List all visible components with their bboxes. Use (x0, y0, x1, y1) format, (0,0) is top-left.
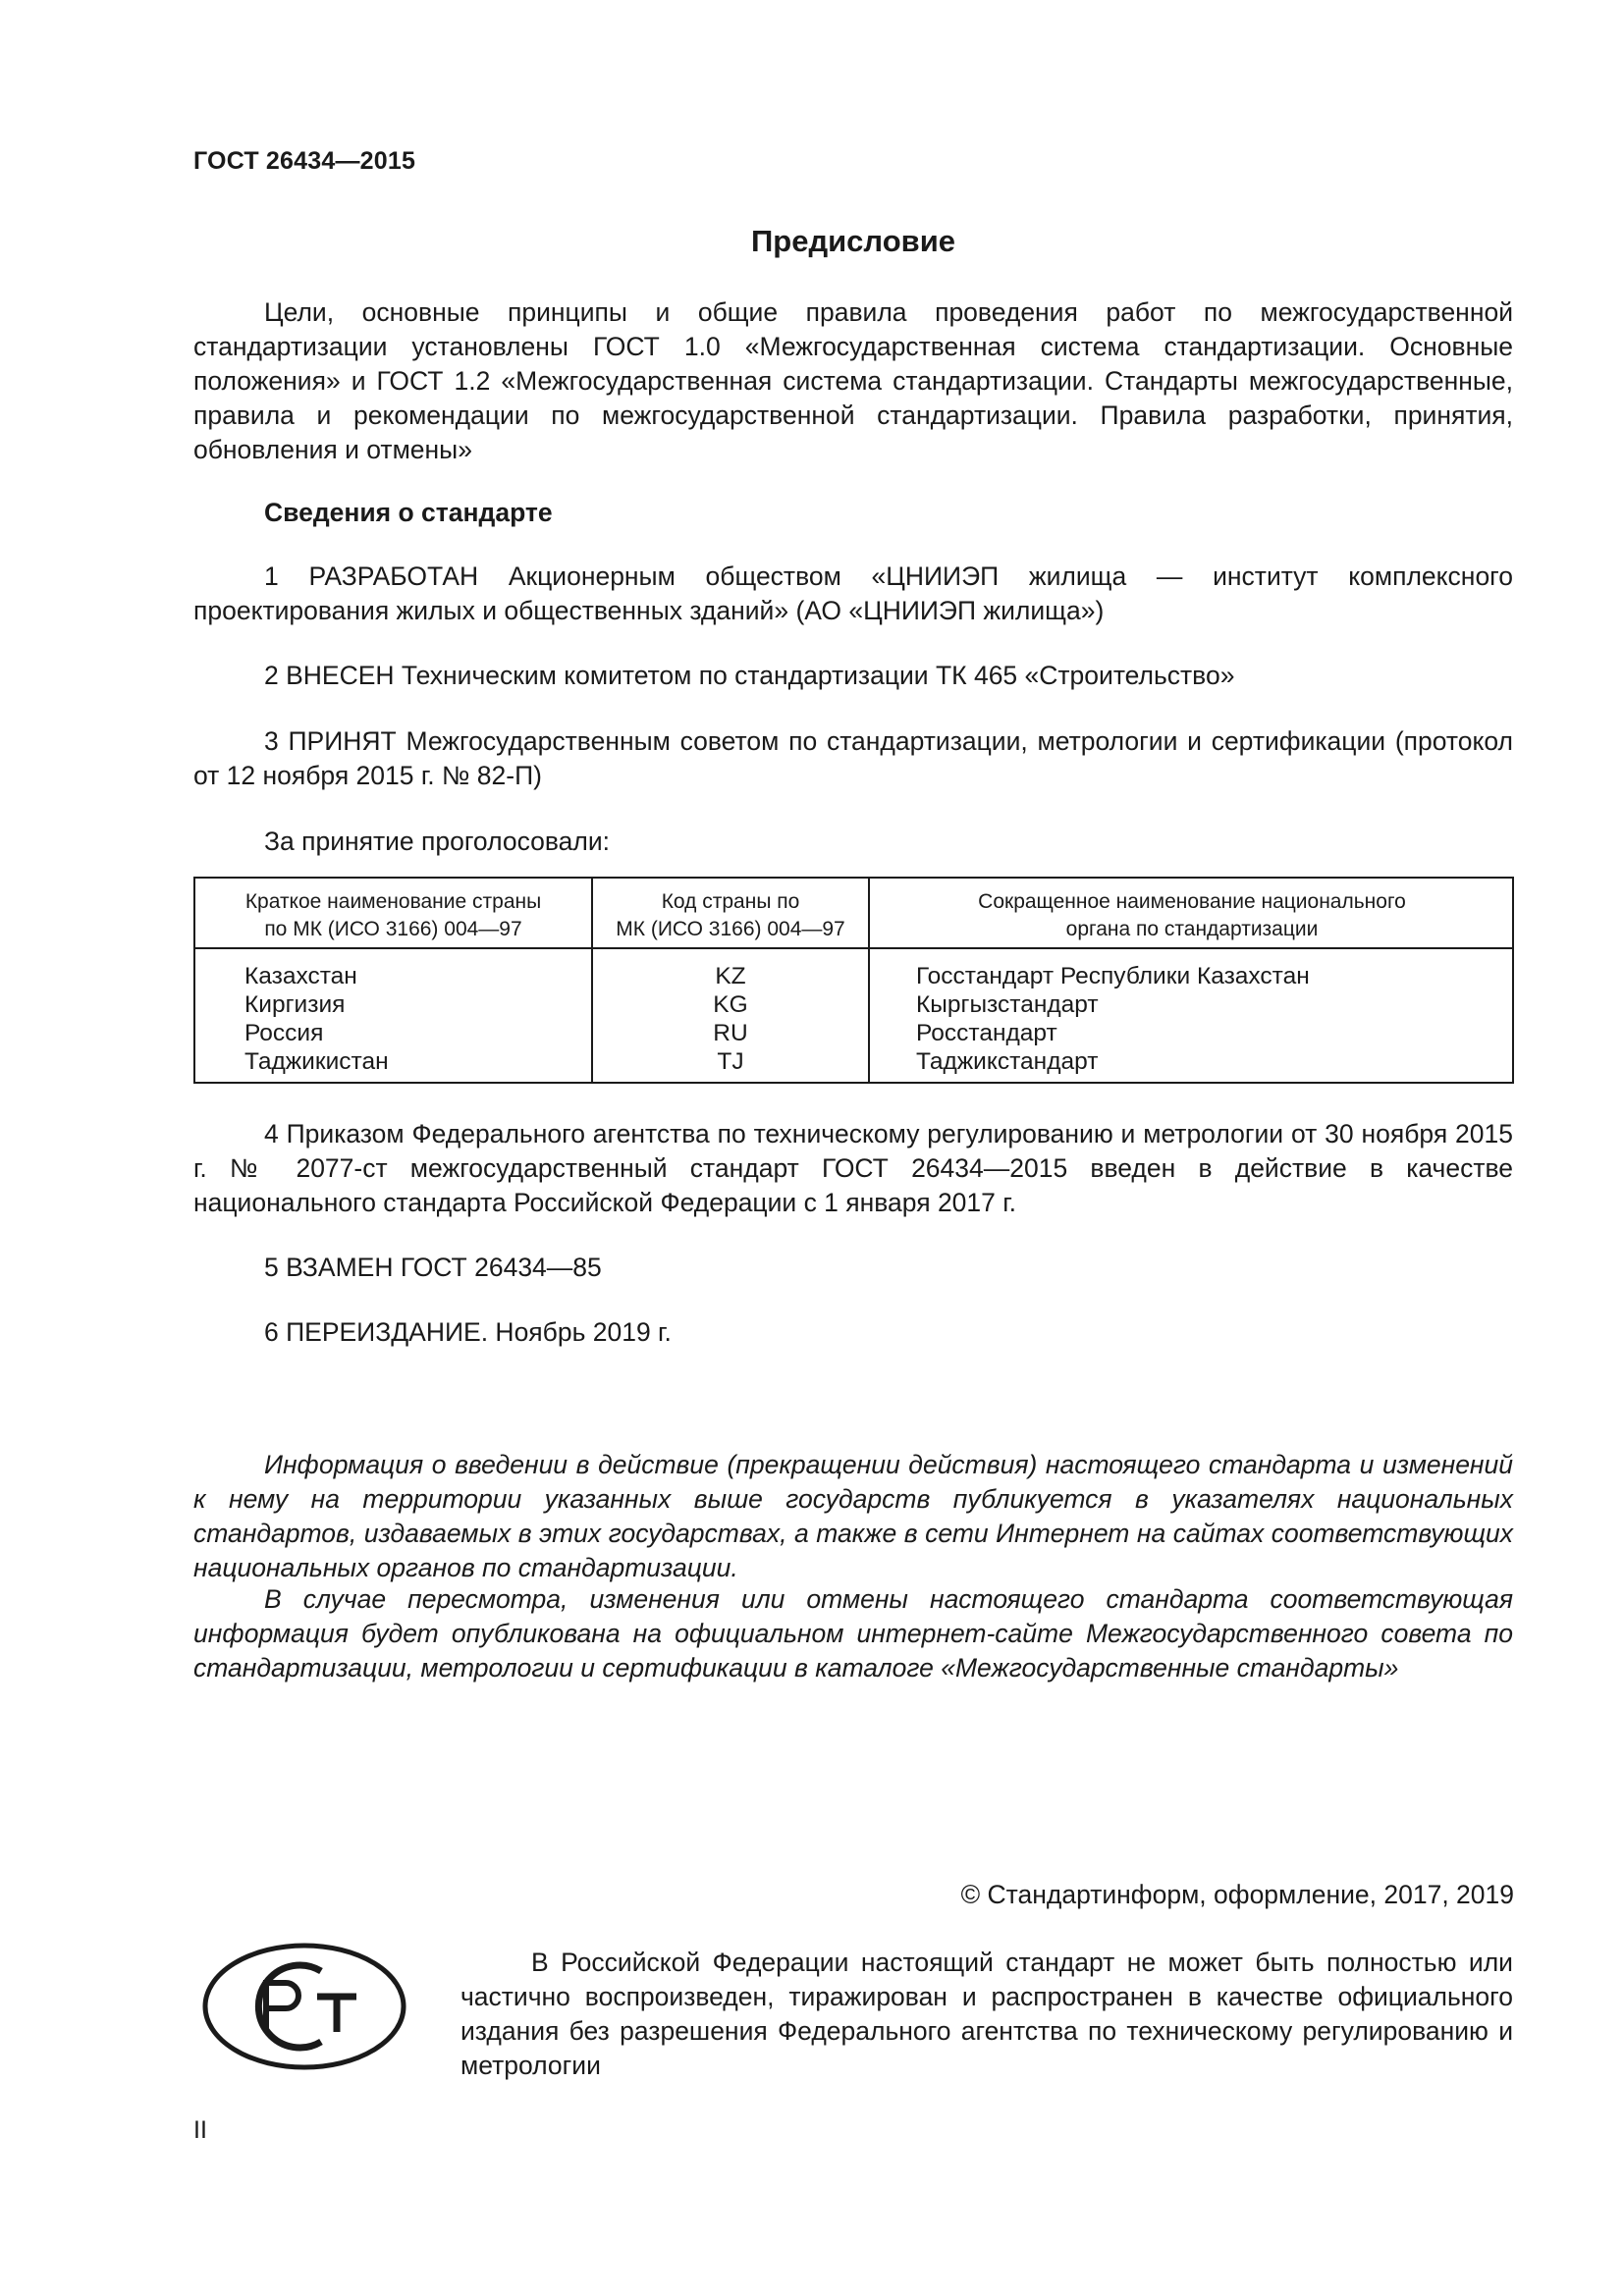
foreword-intro: Цели, основные принципы и общие правила проведения работ по межгосударственной стандартизации установлены ГОСТ 1.0 «Межгосударственная система стандартизации. Основные положения» и ГОСТ 1.2 «Межгосударственная система стандартизации. Стандарты межгосударственные, правила и рекомендации по межгосударственной стандартизации. Правила разработки, принятия, обновления и отмены» (193, 297, 1513, 464)
header-line: по МК (ИСО 3166) 004—97 (264, 918, 522, 940)
about-heading: Сведения о стандарте (264, 498, 553, 527)
body-column (916, 962, 1310, 1076)
notice-paragraph-1: Информация о введении в действие (прекращении действия) настоящего стандарта и изменений к нему на территории указанных выше государств публикуется в указателях национальных стандартов, издаваемых в этих государствах, а также в сети Интернет на сайтах соответствующих национальных органов по стандартизации. (193, 1450, 1513, 1582)
about-item-4: 4 Приказом Федерального агентства по техническому регулированию и метрологии от 30 ноября 2015 г. № 2077-ст межгосударственный стандарт ГОСТ 26434—2015 введен в действие в качестве национального стандарта Российской Федерации с 1 января 2017 г. (193, 1119, 1513, 1217)
page-number: II (193, 2116, 207, 2144)
header-line: Код страны по (661, 890, 800, 913)
table-header-country (195, 888, 591, 943)
page-title: Предисловие (750, 224, 955, 258)
about-item-5: 5 ВЗАМЕН ГОСТ 26434—85 (264, 1253, 602, 1282)
table-cell: RU (713, 1020, 748, 1046)
table-header-code (593, 888, 868, 943)
document-code: ГОСТ 26434—2015 (193, 147, 416, 175)
table-cell: Россия (244, 1020, 324, 1046)
table-cell: TJ (717, 1048, 744, 1075)
table-divider (195, 947, 1512, 949)
notice-paragraph-2: В случае пересмотра, изменения или отмены настоящего стандарта соответствующая информация будет опубликована на официальном интернет-сайте Межгосударственного совета по стандартизации, метрологии и сертификации в каталоге «Межгосударственные стандарты» (193, 1584, 1513, 1682)
header-line: Краткое наименование страны (244, 890, 542, 913)
copyright-line: © Стандартинформ, оформление, 2017, 2019 (960, 1880, 1514, 1909)
table-cell: Таджикстандарт (916, 1048, 1099, 1075)
header-line: МК (ИСО 3166) 004—97 (616, 918, 845, 940)
table-cell: Кыргызстандарт (916, 991, 1099, 1018)
code-column (593, 962, 868, 1076)
vote-table (193, 877, 1514, 1084)
country-column (244, 962, 389, 1076)
header-line: Сокращенное наименование национального (978, 890, 1406, 913)
about-item-3: 3 ПРИНЯТ Межгосударственным советом по стандартизации, метрологии и сертификации (протокол от 12 ноября 2015 г. № 82-П) (193, 726, 1513, 790)
table-header-body (870, 888, 1514, 943)
about-item-1: 1 РАЗРАБОТАН Акционерным обществом «ЦНИИЭП жилища — институт комплексного проектирования жилых и общественных зданий» (АО «ЦНИИЭП жилища») (193, 561, 1513, 625)
rst-certification-mark-icon (201, 1942, 407, 2071)
table-cell: Госстандарт Республики Казахстан (916, 963, 1310, 989)
table-cell: Таджикистан (244, 1048, 389, 1075)
table-cell: Киргизия (244, 991, 346, 1018)
table-cell: Казахстан (244, 963, 357, 989)
voted-label: За принятие проголосовали: (264, 827, 611, 856)
about-item-6: 6 ПЕРЕИЗДАНИЕ. Ноябрь 2019 г. (264, 1317, 672, 1347)
table-cell: KZ (715, 963, 746, 989)
about-item-2: 2 ВНЕСЕН Техническим комитетом по стандартизации ТК 465 «Строительство» (264, 661, 1235, 690)
table-cell: KG (713, 991, 748, 1018)
header-line: органа по стандартизации (1065, 918, 1319, 940)
table-cell: Росстандарт (916, 1020, 1057, 1046)
rights-notice: В Российской Федерации настоящий стандарт не может быть полностью или частично воспроизведен, тиражирован и распространен в качестве официального издания без разрешения Федерального агентства по техническому регулированию и метрологии (460, 1948, 1513, 2080)
